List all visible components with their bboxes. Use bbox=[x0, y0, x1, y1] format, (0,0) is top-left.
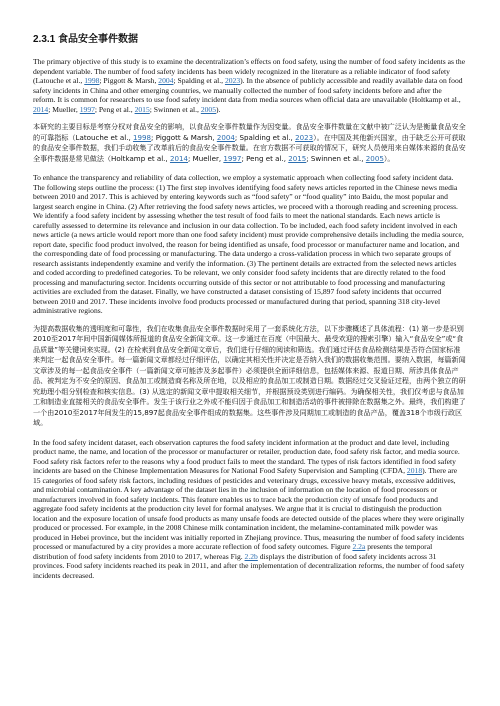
paragraph-text: ; Mueller, bbox=[188, 153, 224, 163]
section-title: 2.3.1 食品安全事件数据 bbox=[33, 34, 139, 45]
paragraph-text: ）。 bbox=[383, 153, 395, 163]
paragraph-text: ; Spalding et al., bbox=[234, 132, 296, 142]
paragraph-text: ; Piggott & Marsh, bbox=[99, 76, 159, 85]
paragraph-text: ). In the absence of publicly accessible and readily available data on food safety incidents in China and other emerging countries, we manually collected the number of food safety incidents before and after the reform. It is common for researchers to use food safety incident data from media sources when official data are unavailable (Holtkamp et al., bbox=[33, 76, 463, 104]
paragraph-text: ; Swinnen et al., bbox=[149, 104, 201, 114]
paragraph-text: displays the distribution of food safety incidents across 31 provinces. Food safety incidents reached its peak in 2011, and after the implementation of decentralization reforms, the number of food safety incidents decreased. bbox=[33, 551, 465, 580]
citation-link[interactable]: 1997 bbox=[223, 153, 242, 163]
citation-link[interactable]: 2004 bbox=[216, 132, 235, 142]
paragraph-text: ). bbox=[216, 104, 221, 114]
paragraph-text: 为提高数据收集的透明度和可靠性，我们在收集食品安全事件数据时采用了一套系统化方法，以下步骤概述了具体流程：(1) 第一步是识别2010至2017年间中国新闻媒体所报道的食品安全新闻文章。这一步通过在百度（中国最大、最受欢迎的搜索引擎）输入“食品安全”或“食品质量”等关键词来实现。(2) 在检索到食品安全新闻文章后，我们进行仔细的阅读和筛选。我们通过评估食品检测结果是否符合国家标准来判定一起食品安全事件。每一篇新闻文章都经过仔细评估，以确定其相关性并决定是否纳入我们的数据收集范围。要纳入数据，每篇新闻文章涉及的每一起食品安全事件（一篇新闻文章可能涉及多起事件）必须提供全面详细信息，包括媒体来源、报道日期、所涉具体食品产品、被判定为不安全的原因、食品加工或制造商名称及所在地，以及相应的食品加工或制造日期。数据经过交叉验证过程，由两个独立的研究助理小组分别检查和核实信息。(3) 从选定的新闻文章中提取相关细节，并根据预设类别进行编码。为确保相关性，我们仅考虑与食品加工和制造业直接相关的食品安全事件。发生于该行业之外或不能归因于食品加工和制造活动的事件被排除在数据集之外。最终，我们构建了一个由2010至2017年间发生的15,897起食品安全事件组成的数据集。这些事件涉及同期加工或制造的食品产品，覆盖318个市级行政区域。 bbox=[33, 323, 466, 427]
paragraph-2-zh bbox=[33, 122, 466, 164]
paragraph-text: ; Mueller, bbox=[48, 104, 80, 114]
paragraph-text: ; Peng et al., bbox=[94, 104, 135, 114]
paragraph-3-en bbox=[33, 173, 466, 316]
citation-link[interactable]: 2023 bbox=[224, 76, 241, 85]
paragraph-text: ). There are 15 categories of food safety risk factors, including residues of pesticides and veterinary drugs, excessive heavy metals, excessive additives, and microbial contamination. A key advantage of the dataset lies in the inclusion of information on the location of food processors or manufacturers involved in food safety incidents. This feature enables us to trace back the production city of unsafe food products and aggregate food safety incidents at the production city level for formal analyses. We argue that it is crucial to distinguish the production location and the exposure location of unsafe food products as many unsafe foods are detected outside of the places where they were originally produced or processed. For example, in the 2008 Chinese milk contamination incident, the melamine-contaminated milk powder was produced in Hebei province, but the incident was initially reported in Zhejiang province. Thus, measuring the number of food safety incidents processed or manufactured by a city provides a more accurate reflection of food safety outcomes. Figure bbox=[33, 466, 465, 551]
paragraph-text: ; Piggott & Marsh, bbox=[151, 132, 217, 142]
citation-link[interactable]: 2.2b bbox=[244, 551, 258, 561]
citation-link[interactable]: 2.2a bbox=[352, 542, 366, 551]
citation-link[interactable]: 1998 bbox=[84, 76, 100, 85]
citation-link[interactable]: 2023 bbox=[295, 132, 314, 142]
citation-link[interactable]: 2015 bbox=[288, 153, 307, 163]
citation-link[interactable]: 2014 bbox=[33, 104, 49, 114]
paragraph-text: ）。在中国及其他新兴国家，由于缺乏公开可获取的食品安全事件数据，我们手动收集了改革前后的食品安全事件数量。在官方数据不可获取的情况下，研究人员使用来自媒体来源的食品安全事件数据是常见做法（Holtkamp et al., bbox=[33, 132, 466, 163]
paragraph-text: In the food safety incident dataset, each observation captures the food safety incident information at the product and date level, including product name, the name, and location of the processor or manufacturer or retailer, production date, food safety risk factor, and media source. Food safety risk factors refer to the reasons why a food product fails to meet the standard. The types of risk factors identified in food safety incidents are based on the Chinese Implementation Measures for National Food Safety Supervision and Sampling (CFDA, bbox=[33, 437, 460, 475]
citation-link[interactable]: 2004 bbox=[158, 76, 174, 85]
paragraph-text: To enhance the transparency and reliability of data collection, we employ a systematic approach when collecting food safety incident data. The following steps outline the process: (1) The first step involves identifying food safety news articles reported in the Chinese news media between 2010 and 2017. This is achieved by entering keywords such as “food safety” or “food quality” into Baidu, the most popular and largest search engine in China. (2) After retrieving the food safety news articles, we proceed with a thorough reading and screening process. We identify a food safety incident by assessing whether the test result of food fails to meet the national standards. Each news article is carefully assessed to determine its relevance and inclusion in our data collection. To be included, each food safety incident involved in each news article (a news article would report more than one food safety incident) must provide comprehensive details including the media source, report date, specific food product involved, the reason for being identified as unsafe, food processor or manufacturer name and location, and the corresponding date of food processing or manufacturing. The data undergo a cross-validation process in which two separate groups of research assistants independently examine and verify the information. (3) The pertinent details are extracted from the selected news articles and coded according to predefined categories. To be relevant, we only consider food safety incidents that are directly related to the food processing and manufacturing sector. Incidents occurring outside of this sector or not attributable to food processing and manufacturing activities are excluded from the dataset. Finally, we have constructed a dataset consisting of 15,897 food safety incidents that occurred between 2010 and 2017. These incidents involve food products processed or manufactured during that period, spanning 318 city-level administrative regions. bbox=[33, 173, 464, 315]
citation-link[interactable]: 1998 bbox=[132, 132, 152, 142]
citation-link[interactable]: 2015 bbox=[134, 104, 150, 114]
paragraph-text: ; Peng et al., bbox=[241, 153, 289, 163]
paragraph-1-en bbox=[33, 57, 466, 114]
paragraph-text: 本研究的主要目标是考察分权对食品安全的影响，以食品安全事件数量作为因变量。食品安全事件数量在文献中被广泛认为是衡量食品安全的可靠指标（Latouche et al., bbox=[33, 122, 466, 142]
citation-link[interactable]: 2018 bbox=[406, 466, 423, 475]
paragraph-5-en bbox=[33, 438, 466, 581]
citation-link[interactable]: 2014 bbox=[169, 153, 189, 163]
paragraph-4-zh bbox=[33, 324, 466, 429]
paragraph-text: presents the temporal distribution of food safety incidents from 2010 to 2017, whereas Fig. bbox=[33, 542, 433, 561]
paragraph-text: ; Swinnen et al., bbox=[306, 153, 366, 163]
article-body bbox=[33, 57, 466, 580]
citation-link[interactable]: 2005 bbox=[365, 153, 384, 163]
paragraph-text: The primary objective of this study is to examine the decentralization’s effects on food safety, using the number of food safety incidents as the dependent variable. The number of food safety incidents has been widely recognized in the literature as a reliable indicator of food safety (Latouche et al., bbox=[33, 57, 466, 85]
citation-link[interactable]: 2005 bbox=[200, 104, 216, 114]
citation-link[interactable]: 1997 bbox=[79, 104, 95, 114]
paragraph-text: ; Spalding et al., bbox=[173, 76, 225, 85]
